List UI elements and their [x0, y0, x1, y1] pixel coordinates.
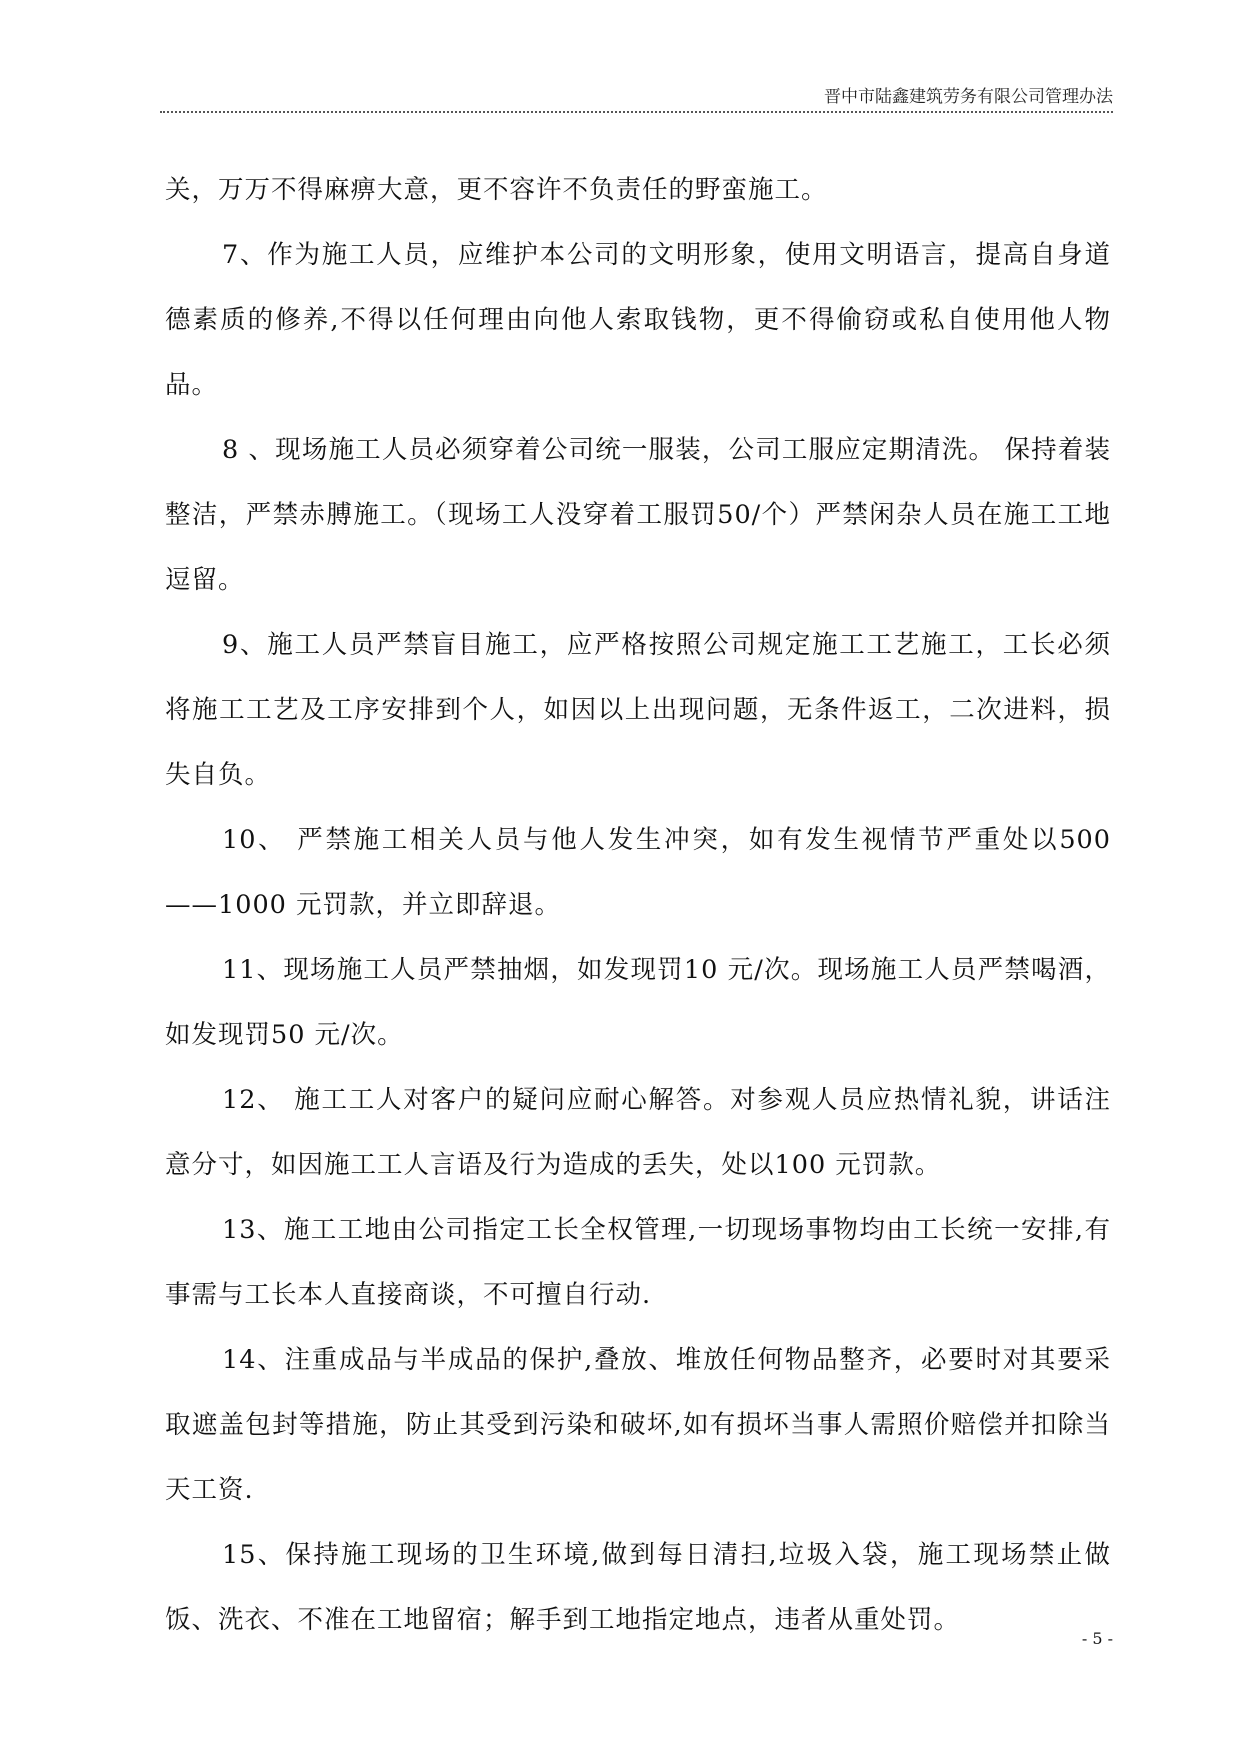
paragraph-item-11: 11、现场施工人员严禁抽烟，如发现罚10 元/次。现场施工人员严禁喝酒，如发现罚50 元/次。 — [165, 955, 1111, 1050]
paragraph-item-13: 13、施工工地由公司指定工长全权管理,一切现场事物均由工长统一安排,有事需与工长本人直接商谈，不可擅自行动. — [165, 1215, 1111, 1310]
paragraph-item-15: 15、保持施工现场的卫生环境,做到每日清扫,垃圾入袋，施工现场禁止做饭、洗衣、不准在工地留宿；解手到工地指定地点，违者从重处罚。 — [165, 1540, 1111, 1635]
document-body — [165, 158, 1111, 1653]
page-number: - 5 - — [1081, 1629, 1113, 1648]
paragraph-continuation: 关，万万不得麻痹大意，更不容许不负责任的野蛮施工。 — [165, 175, 828, 205]
paragraph-item-9: 9、施工人员严禁盲目施工，应严格按照公司规定施工工艺施工，工长必须将施工工艺及工序安排到个人，如因以上出现问题，无条件返工，二次进料，损失自负。 — [165, 630, 1111, 790]
paragraph-item-8: 8 、现场施工人员必须穿着公司统一服装，公司工服应定期清洗。 保持着装整洁，严禁赤膊施工。（现场工人没穿着工服罚50/个）严禁闲杂人员在施工工地逗留。 — [165, 435, 1111, 595]
paragraph-item-10: 10、 严禁施工相关人员与他人发生冲突，如有发生视情节严重处以500——1000 元罚款，并立即辞退。 — [165, 825, 1111, 920]
paragraph-item-12: 12、 施工工人对客户的疑问应耐心解答。对参观人员应热情礼貌，讲话注意分寸，如因施工工人言语及行为造成的丢失，处以100 元罚款。 — [165, 1085, 1111, 1180]
document-header-title: 晋中市陆鑫建筑劳务有限公司管理办法 — [824, 87, 1113, 107]
paragraph-item-7: 7、作为施工人员，应维护本公司的文明形象，使用文明语言，提高自身道德素质的修养,不得以任何理由向他人索取钱物，更不得偷窃或私自使用他人物品。 — [165, 240, 1111, 400]
header-dotted-rule — [160, 111, 1113, 113]
paragraph-item-14: 14、注重成品与半成品的保护,叠放、堆放任何物品整齐，必要时对其要采取遮盖包封等措施，防止其受到污染和破坏,如有损坏当事人需照价赔偿并扣除当天工资. — [165, 1345, 1111, 1505]
